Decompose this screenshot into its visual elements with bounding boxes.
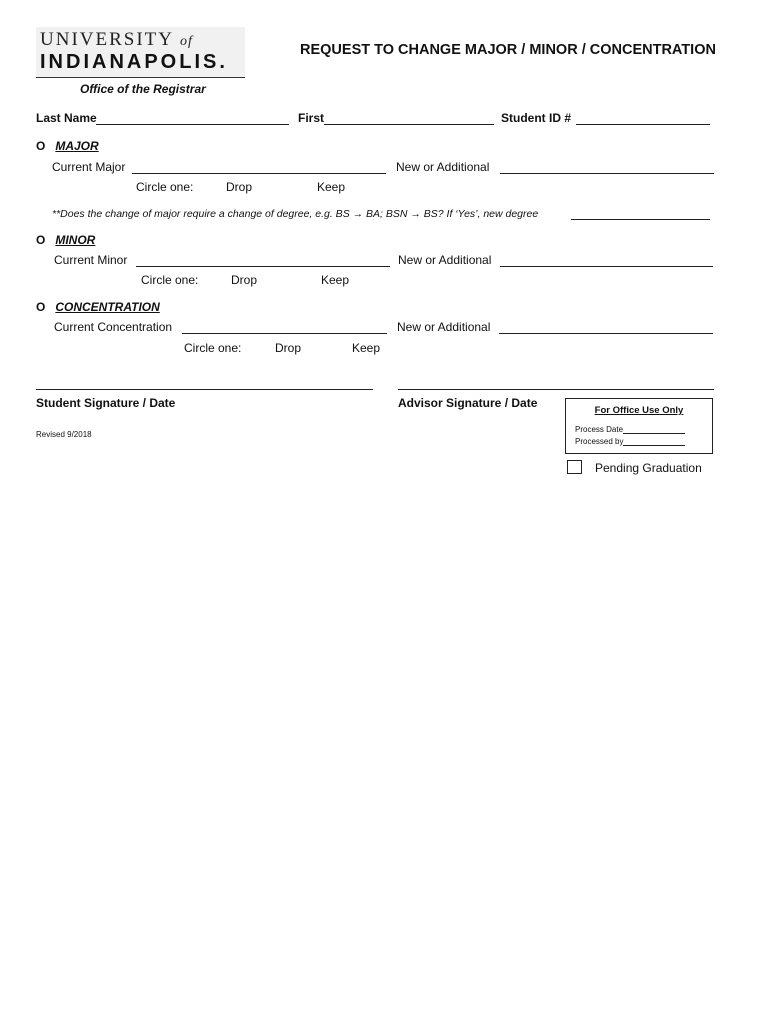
concentration-keep-option[interactable]: Keep: [352, 341, 381, 355]
minor-drop-option[interactable]: Drop: [231, 273, 258, 287]
new-degree-field[interactable]: [571, 219, 710, 220]
last-name-field[interactable]: [96, 124, 289, 125]
pending-graduation-label: Pending Graduation: [595, 461, 702, 475]
process-date-field[interactable]: [623, 433, 685, 434]
new-concentration-label: New or Additional: [397, 320, 491, 334]
first-name-label: First: [298, 111, 325, 125]
minor-keep-option[interactable]: Keep: [321, 273, 350, 287]
pending-graduation-checkbox[interactable]: [567, 460, 582, 474]
minor-heading-text: MINOR: [55, 233, 96, 247]
process-date-label: Process Date: [575, 425, 624, 434]
concentration-heading: [36, 300, 160, 314]
office-use-title: For Office Use Only: [594, 405, 684, 416]
university-logo: [36, 27, 245, 77]
advisor-signature-line[interactable]: [398, 389, 714, 390]
logo-university: UNIVERSITY: [40, 29, 174, 50]
major-bullet[interactable]: O: [36, 139, 46, 153]
processed-by-field[interactable]: [623, 445, 685, 446]
advisor-signature-label: Advisor Signature / Date: [398, 396, 538, 410]
student-signature-line[interactable]: [36, 389, 373, 390]
minor-bullet[interactable]: O: [36, 233, 46, 247]
concentration-bullet[interactable]: O: [36, 300, 46, 314]
current-major-label: Current Major: [52, 160, 126, 174]
current-concentration-field[interactable]: [182, 333, 387, 334]
new-major-label: New or Additional: [396, 160, 490, 174]
minor-heading: [36, 233, 95, 247]
current-major-field[interactable]: [132, 173, 386, 174]
logo-of: of: [180, 34, 193, 49]
student-id-field[interactable]: [576, 124, 710, 125]
student-signature-label: Student Signature / Date: [36, 396, 176, 410]
major-heading-text: MAJOR: [55, 139, 99, 153]
current-concentration-label: Current Concentration: [54, 320, 173, 334]
office-of-registrar: Office of the Registrar: [80, 82, 206, 96]
new-minor-field[interactable]: [500, 266, 713, 267]
major-heading: [36, 139, 99, 153]
degree-change-note: **Does the change of major require a change of degree, e.g. BS → BA; BSN → BS? If ‘Yes’, new degree: [52, 208, 539, 220]
major-keep-option[interactable]: Keep: [317, 180, 346, 194]
logo-rule: [36, 77, 245, 78]
current-minor-field[interactable]: [136, 266, 390, 267]
major-drop-option[interactable]: Drop: [226, 180, 253, 194]
current-minor-label: Current Minor: [54, 253, 128, 267]
logo-line-1: [40, 29, 193, 51]
first-name-field[interactable]: [324, 124, 494, 125]
student-id-label: Student ID #: [501, 111, 572, 125]
new-minor-label: New or Additional: [398, 253, 492, 267]
last-name-label: Last Name: [36, 111, 97, 125]
office-use-box: [565, 398, 713, 454]
processed-by-label: Processed by: [575, 437, 624, 446]
minor-circle-one: Circle one:: [141, 273, 199, 287]
major-circle-one: Circle one:: [136, 180, 194, 194]
concentration-heading-text: CONCENTRATION: [55, 300, 160, 314]
new-concentration-field[interactable]: [499, 333, 713, 334]
concentration-drop-option[interactable]: Drop: [275, 341, 302, 355]
revised-date: Revised 9/2018: [36, 430, 92, 439]
logo-indianapolis: INDIANAPOLIS.: [40, 51, 228, 73]
concentration-circle-one: Circle one:: [184, 341, 242, 355]
form-title: REQUEST TO CHANGE MAJOR / MINOR / CONCENTRATION: [300, 42, 716, 58]
new-major-field[interactable]: [500, 173, 714, 174]
